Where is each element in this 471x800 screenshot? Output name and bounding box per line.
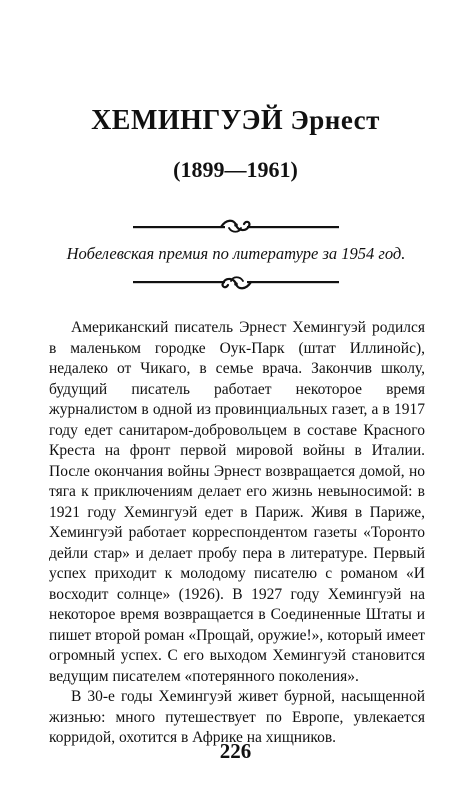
author-given-name: Эрнест xyxy=(290,105,380,135)
top-ornament-divider xyxy=(133,216,339,238)
nobel-prize-line: Нобелевская премия по литературе за 1954 год. xyxy=(66,244,406,263)
page-number: 226 xyxy=(219,739,252,763)
body-text xyxy=(49,318,425,749)
life-years: (1899—1961) xyxy=(173,157,298,182)
paragraph: Американский писатель Эрнест Хемингуэй родился в маленьком городке Оук-Парк (штат Иллинойс), недалеко от Чикаго, в семье врача. Закончив школу, будущий писатель работает некоторое время журналистом в одной из провинциальных газет, а в 1917 году едет санитаром-добровольцем в составе Красного Креста на фронт первой мировой войны в Италии. После окончания войны Эрнест возвращается домой, но тяга к приключениям делает его жизнь невыносимой: в 1921 году Хемингуэй едет в Париж. Живя в Париже, Хемингуэй работает корреспондентом газеты «Торонто дейли стар» и делает пробу пера в литературе. Первый успех приходит к молодому писателю с романом «И восходит солнце» (1926). В 1927 году Хемингуэй на некоторое время возвращается в Соединенные Штаты и пишет второй роман «Прощай, оружие!», который имеет огромный успех. С его выходом Хемингуэй становится ведущим писателем «потерянного поколения». xyxy=(49,319,425,685)
paragraph: В 30-е годы Хемингуэй живет бурной, насыщенной жизнью: много путешествует по Европе, увлекается корридой, охотится в Африке на хищников. xyxy=(49,688,425,746)
page-title xyxy=(0,105,471,137)
author-surname: ХЕМИНГУЭЙ xyxy=(91,105,284,136)
bottom-ornament-divider xyxy=(133,271,339,293)
